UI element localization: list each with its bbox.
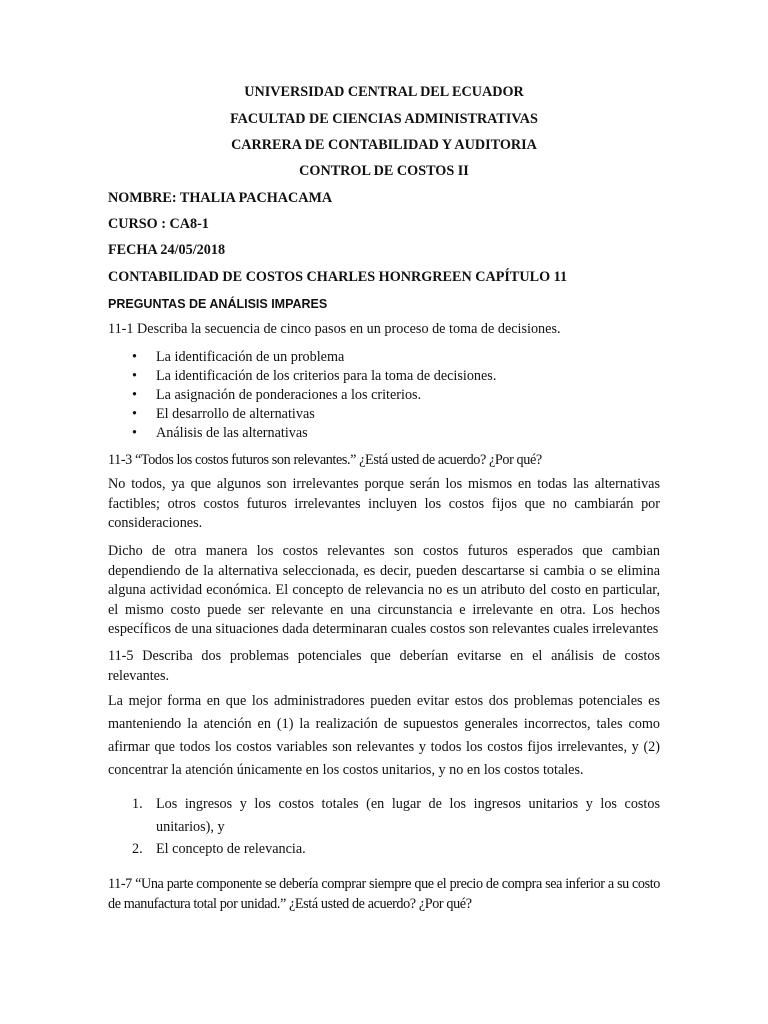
question-11-7: 11-7 “Una parte componente se debería comprar siempre que el precio de compra sea inferior a su costo de manufactura total por unidad.” ¿Está usted de acuerdo? ¿Por qué?	[108, 876, 660, 912]
problems-list	[108, 793, 660, 861]
course-code: CURSO : CA8-1	[108, 216, 209, 232]
list-item: • La identificación de un problema	[108, 348, 660, 367]
student-name: NOMBRE: THALIA PACHACAMA	[108, 190, 333, 206]
question-11-5: 11-5 Describa dos problemas potenciales que deberían evitarse en el análisis de costos relevantes.	[108, 648, 660, 684]
career-title: CARRERA DE CONTABILIDAD Y AUDITORIA	[231, 137, 537, 153]
list-item: 2. El concepto de relevancia.	[132, 841, 306, 857]
date: FECHA 24/05/2018	[108, 242, 226, 258]
question-11-3: 11-3 “Todos los costos futuros son relevantes.” ¿Está usted de acuerdo? ¿Por qué?	[108, 452, 542, 468]
course-title: CONTROL DE COSTOS II	[299, 163, 469, 179]
list-item: • El desarrollo de alternativas	[108, 405, 660, 424]
list-item: • La asignación de ponderaciones a los criterios.	[108, 386, 660, 405]
steps-list	[108, 348, 660, 443]
question-11-1: 11-1 Describa la secuencia de cinco pasos en un proceso de toma de decisiones.	[108, 321, 561, 337]
answer-11-3-p2: Dicho de otra manera los costos relevantes son costos futuros esperados que cambian dependiendo de la alternativa seleccionada, es decir, pueden descartarse si cambia o se elimina alguna actividad económica. El concepto de relevancia no es un atributo del costo en particular, el mismo costo puede ser relevante en una circunstancia e irrelevante en otra. Los hechos específicos de una situaciones dada determinaran cuales costos son relevantes cuales irrelevantes	[108, 543, 660, 637]
list-item: • Análisis de las alternativas	[108, 424, 660, 443]
list-item: • La identificación de los criterios para la toma de decisiones.	[108, 367, 660, 386]
university-title: UNIVERSIDAD CENTRAL DEL ECUADOR	[244, 84, 524, 100]
faculty-title: FACULTAD DE CIENCIAS ADMINISTRATIVAS	[230, 111, 538, 127]
answer-11-3-p1: No todos, ya que algunos son irrelevantes porque serán los mismos en todas las alternativas factibles; otros costos futuros irrelevantes incluyen los costos fijos que no cambiarán por consideraciones.	[108, 476, 660, 531]
list-item: 1. Los ingresos y los costos totales (en lugar de los ingresos unitarios y los costos unitarios), y	[132, 796, 660, 835]
section-heading: PREGUNTAS DE ANÁLISIS IMPARES	[108, 297, 328, 311]
answer-11-5-p1: La mejor forma en que los administradores pueden evitar estos dos problemas potenciales es manteniendo la atención en (1) la realización de supuestos generales incorrectos, tales como afirmar que todos los costos variables son relevantes y todos los costos fijos irrelevantes, y (2) concentrar la atención únicamente en los costos unitarios, y no en los costos totales.	[108, 693, 660, 778]
book-title: CONTABILIDAD DE COSTOS CHARLES HONRGREEN CAPÍTULO 11	[108, 269, 568, 285]
